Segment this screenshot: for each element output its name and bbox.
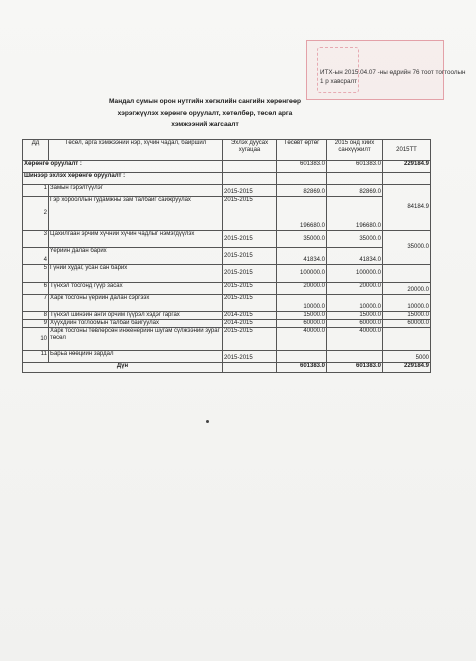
subsection-row [23, 173, 431, 185]
row-cost: 20000.0 [277, 283, 327, 295]
row-period: 2015-2015 [223, 328, 277, 351]
row-period: 2014-2015 [223, 312, 277, 320]
header-funding: 2015 онд хийх санхүүжилт [327, 140, 383, 161]
grand-total-cost: 601383.0 [277, 363, 327, 373]
row-funding: 60000.0 [327, 320, 383, 328]
row-name: Цахилгаан эрчим хүчний хүчин чадлыг нэмэгдүүлэх [49, 231, 223, 248]
row-period: 2015-2015 [223, 265, 277, 283]
resolution-reference: ИТХ-ын 2015.04.07 -ны өдрийн 76 тоот тогтоолын 1 р хавсралт [320, 69, 466, 85]
table-row [23, 265, 431, 283]
row-period: 2015-2015 [223, 283, 277, 295]
row-tt: 5000 [383, 351, 431, 363]
table-row [23, 295, 431, 312]
row-funding: 100000.0 [327, 265, 383, 283]
row-name: Харк тосгоны үерийн далан сэргээх [49, 295, 223, 312]
row-no: 7 [23, 295, 49, 312]
row-period: 2015-2015 [223, 351, 277, 363]
row-funding: 35000.0 [327, 231, 383, 248]
subsection-label: Шинээр эхлэх хөрөнгө оруулалт : [23, 173, 223, 185]
investment-table [22, 139, 431, 373]
row-name: Түнхэл тосгонд гүүр засах [49, 283, 223, 295]
row-name: Харк тосгоны төвлөрсөн инженерийн шугам сүлжээний зураг төсөл [49, 328, 223, 351]
row-cost: 40000.0 [277, 328, 327, 351]
row-tt-merged: 84184.9 [383, 185, 431, 231]
row-cost: 10000.0 [277, 295, 327, 312]
section-total-row [23, 161, 431, 173]
row-funding: 15000.0 [327, 312, 383, 320]
table-row [23, 351, 431, 363]
row-cost: 100000.0 [277, 265, 327, 283]
row-tt: 15000.0 [383, 312, 431, 320]
row-tt-merged: 35000.0 [383, 231, 431, 265]
grand-total-tt: 229184.9 [383, 363, 431, 373]
row-funding: 10000.0 [327, 295, 383, 312]
ink-dot [206, 420, 209, 423]
row-no: 4 [23, 248, 49, 265]
row-period: 2015-2015 [223, 248, 277, 265]
row-period: 2015-2015 [223, 231, 277, 248]
row-name: Гэр хорооллын гудамжны зам талбайг сайжруулах [49, 197, 223, 231]
row-tt: 20000.0 [383, 283, 431, 295]
row-cost: 35000.0 [277, 231, 327, 248]
table-row [23, 283, 431, 295]
header-tt: 2015ТТ [383, 140, 431, 161]
row-name: Барьа нөөцийн зардал [49, 351, 223, 363]
row-period: 2015-2015 [223, 295, 277, 312]
row-cost: 60000.0 [277, 320, 327, 328]
row-name: Үерийн далан барих [49, 248, 223, 265]
row-no: 10 [23, 328, 49, 351]
table-row [23, 248, 431, 265]
row-cost: 82869.0 [277, 185, 327, 197]
row-no: 11 [23, 351, 49, 363]
table-row [23, 312, 431, 320]
row-no: 1 [23, 185, 49, 197]
row-funding: 40000.0 [327, 328, 383, 351]
table-row [23, 231, 431, 248]
row-no: 5 [23, 265, 49, 283]
section-total-label: Хөрөнгө оруулалт : [23, 161, 223, 173]
section-total-cost: 601383.0 [277, 161, 327, 173]
row-cost: 196680.0 [277, 197, 327, 231]
header-name: Төсөл, арга хэмжээний нэр, хүчин чадал, байршил [49, 140, 223, 161]
row-name: Замын гэрэлтүүлэг [49, 185, 223, 197]
table-row [23, 328, 431, 351]
header-no: Дд [23, 140, 49, 161]
table-row [23, 185, 431, 197]
row-tt: 10000.0 [383, 295, 431, 312]
row-name: Түнхэл шинэйн анги орчим гүүрэл хэдэг гаргах [49, 312, 223, 320]
row-tt: 60000.0 [383, 320, 431, 328]
row-no: 3 [23, 231, 49, 248]
document-title: Мандал сумын орон нутгийн хөгжлийн сангийн хөрөнгөөр хэрэгжүүлэх хөрөнгө оруулалт, хөтөлбөр, төсөл арга хэмжээний жагсаалт [108, 98, 302, 128]
row-funding: 196680.0 [327, 197, 383, 231]
header-cost: Төсөвт өртөг [277, 140, 327, 161]
row-no: 8 [23, 312, 49, 320]
row-period: 2015-2015 [223, 197, 277, 231]
header-period: Эхлэх дуусах хугацаа [223, 140, 277, 161]
row-funding: 41834.0 [327, 248, 383, 265]
section-total-tt: 229184.9 [383, 161, 431, 173]
grand-total-label: Дүн [23, 363, 223, 373]
row-name: Хүүхдийн тоглоомын талбай байгуулах [49, 320, 223, 328]
row-no: 2 [23, 197, 49, 231]
row-cost: 15000.0 [277, 312, 327, 320]
row-period: 2015-2015 [223, 185, 277, 197]
table-row [23, 197, 431, 231]
row-name: Гүний худаг, усан сан барих [49, 265, 223, 283]
grand-total-row [23, 363, 431, 373]
grand-total-funding: 601383.0 [327, 363, 383, 373]
row-cost: 41834.0 [277, 248, 327, 265]
row-funding: 20000.0 [327, 283, 383, 295]
row-no: 6 [23, 283, 49, 295]
table-row [23, 320, 431, 328]
row-funding: 82869.0 [327, 185, 383, 197]
table-header-row [23, 140, 431, 161]
row-no: 9 [23, 320, 49, 328]
section-total-funding: 601383.0 [327, 161, 383, 173]
row-period: 2014-2015 [223, 320, 277, 328]
